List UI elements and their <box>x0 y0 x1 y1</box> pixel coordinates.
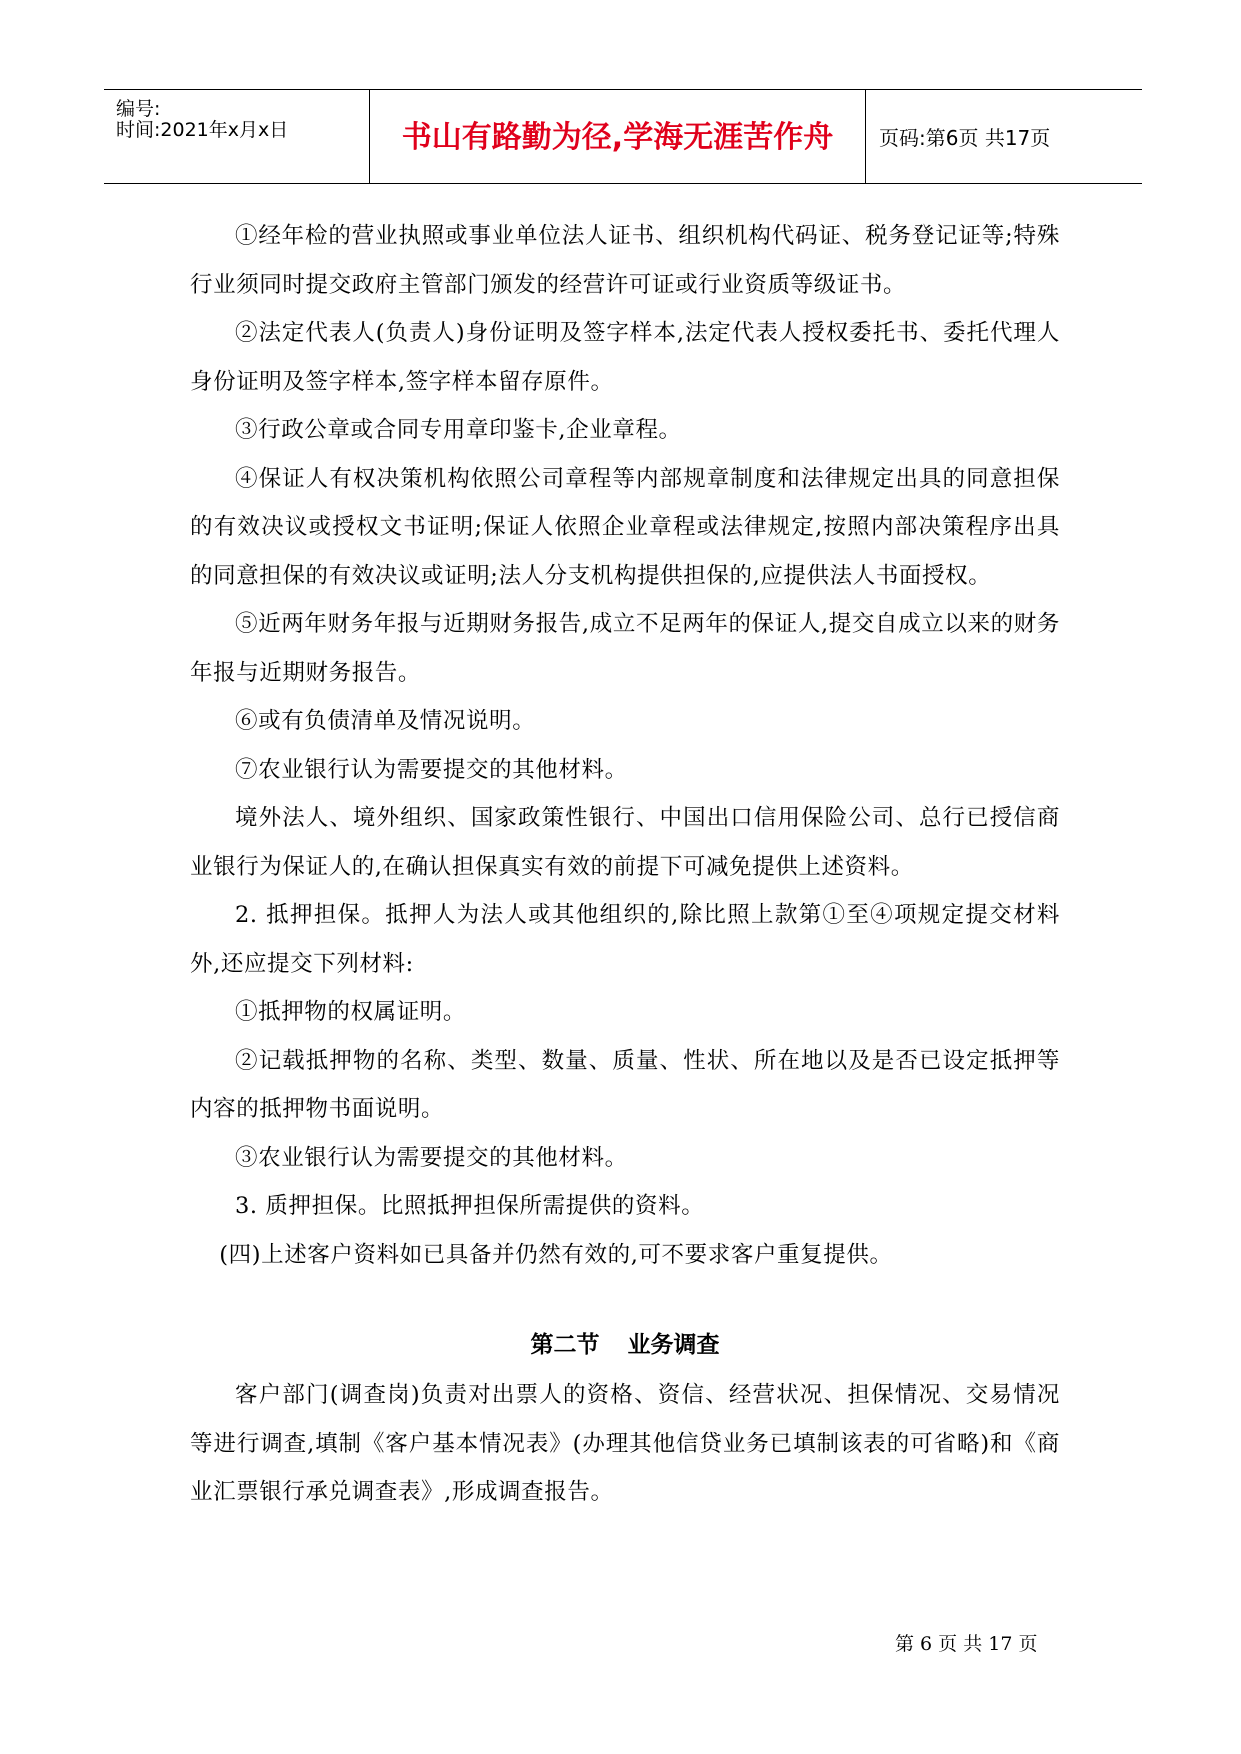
header-info-cell <box>104 90 370 183</box>
paragraph: ⑥或有负债清单及情况说明。 <box>235 708 536 734</box>
paragraph: ②法定代表人(负责人)身份证明及签字样本,法定代表人授权委托书、委托代理人身份证明及签字样本,签字样本留存原件。 <box>190 320 1060 395</box>
section-heading <box>190 1321 1060 1369</box>
paragraph: ③农业银行认为需要提交的其他材料。 <box>235 1144 628 1171</box>
document-header <box>104 89 1142 184</box>
page-footer: 第 6 页 共 17 页 <box>895 1633 1038 1655</box>
document-number-label: 编号: <box>116 98 161 120</box>
paragraph: (四)上述客户资料如已具备并仍然有效的,可不要求客户重复提供。 <box>219 1241 893 1268</box>
header-motto-cell <box>370 90 866 183</box>
header-page-code: 页码:第6页 共17页 <box>879 126 1051 150</box>
paragraph: ①抵押物的权属证明。 <box>235 999 467 1025</box>
paragraph: 3. 质押担保。比照抵押担保所需提供的资料。 <box>235 1193 705 1219</box>
document-body <box>190 212 1060 1517</box>
paragraph: ③行政公章或合同专用章印鉴卡,企业章程。 <box>235 417 682 443</box>
paragraph: ②记载抵押物的名称、类型、数量、质量、性状、所在地以及是否已设定抵押等内容的抵押物书面说明。 <box>190 1047 1060 1122</box>
paragraph: ④保证人有权决策机构依照公司章程等内部规章制度和法律规定出具的同意担保的有效决议或授权文书证明;保证人依照企业章程或法律规定,按照内部决策程序出具的同意担保的有效决议或证明;法人分支机构提供担保的,应提供法人书面授权。 <box>190 465 1060 589</box>
section-number: 第二节 <box>530 1332 600 1358</box>
header-page-cell <box>867 90 1142 183</box>
section-paragraph: 客户部门(调查岗)负责对出票人的资格、资信、经营状况、担保情况、交易情况等进行调查,填制《客户基本情况表》(办理其他信贷业务已填制该表的可省略)和《商业汇票银行承兑调查表》,形成调查报告。 <box>190 1382 1060 1505</box>
section-title: 业务调查 <box>627 1332 720 1358</box>
paragraph: ①经年检的营业执照或事业单位法人证书、组织机构代码证、税务登记证等;特殊行业须同时提交政府主管部门颁发的经营许可证或行业资质等级证书。 <box>190 223 1060 298</box>
header-motto: 书山有路勤为径,学海无涯苦作舟 <box>401 120 834 155</box>
paragraph: ⑤近两年财务年报与近期财务报告,成立不足两年的保证人,提交自成立以来的财务年报与近期财务报告。 <box>190 611 1060 686</box>
paragraph: ⑦农业银行认为需要提交的其他材料。 <box>235 756 628 783</box>
paragraph: 境外法人、境外组织、国家政策性银行、中国出口信用保险公司、总行已授信商业银行为保证人的,在确认担保真实有效的前提下可减免提供上述资料。 <box>190 805 1060 880</box>
paragraph: 2. 抵押担保。抵押人为法人或其他组织的,除比照上款第①至④项规定提交材料外,还应提交下列材料: <box>190 902 1060 977</box>
document-time-label: 时间:2021年x月x日 <box>116 119 289 141</box>
